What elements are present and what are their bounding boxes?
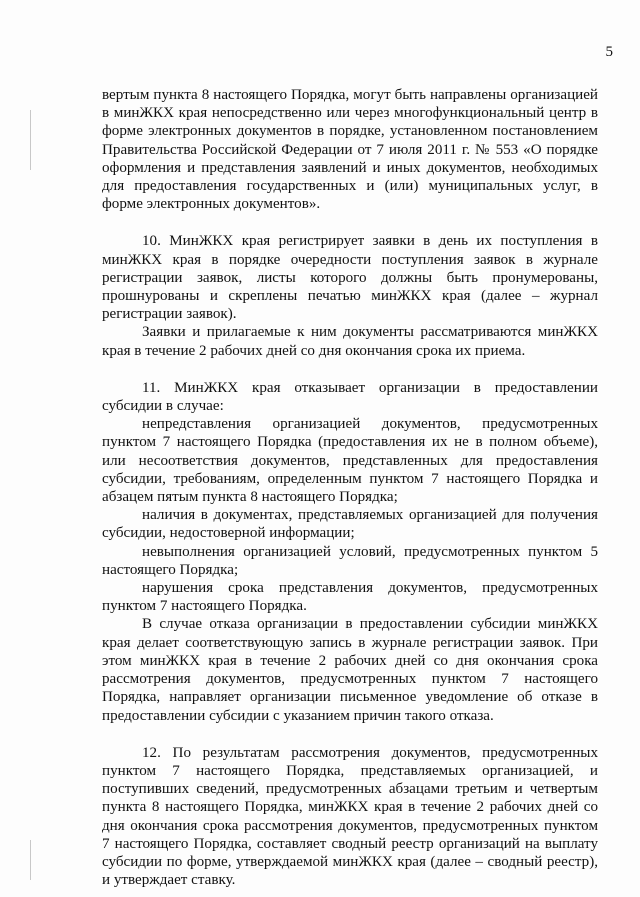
- scan-edge-mark: [30, 840, 31, 880]
- page-number: 5: [605, 44, 613, 60]
- paragraph-review-period: Заявки и прилагаемые к ним документы рассматриваются минЖКХ края в течение 2 рабочих дней со дня окончания срока их приема.: [102, 324, 598, 359]
- scan-edge-mark: [30, 110, 31, 170]
- paragraph-item-12: 12. По результатам рассмотрения документов, предусмотренных пунктом 7 настоящего Порядка, представляемых организацией, и поступивших сведений, предусмотренных абзацами третьим и четвертым пункта 8 настоящего Порядка, минЖКХ края в течение 2 рабочих дней со дня окончания срока рассмотрения документов, предусмотренных пунктом 7 настоящего Порядка, составляет сводный реестр организаций на выплату субсидии по форме, утверждаемой минЖКХ края (далее – сводный реестр), и утверждает ставку.: [102, 744, 598, 889]
- refusal-reason-2: наличия в документах, представляемых организацией для получения субсидии, недостоверной информации;: [102, 507, 598, 542]
- paragraph-item-10: 10. МинЖКХ края регистрирует заявки в день их поступления в минЖКХ края в порядке очередности поступления заявок в журнале регистрации заявок, листы которого должны быть пронумерованы, прошнурованы и скреплены печатью минЖКХ края (далее – журнал регистрации заявок).: [102, 233, 598, 323]
- refusal-reason-1: непредставления организацией документов, предусмотренных пунктом 7 настоящего Порядка (предоставления их не в полном объеме), или несоответствия документов, представленных для предоставления субсидии, требованиям, определенным пунктом 7 настоящего Порядка и абзацем пятым пункта 8 настоящего Порядка;: [102, 416, 598, 506]
- refusal-reason-3: невыполнения организацией условий, предусмотренных пунктом 5 настоящего Порядка;: [102, 543, 598, 578]
- paragraph-continuation: вертым пункта 8 настоящего Порядка, могут быть направлены организацией в минЖКХ края непосредственно или через многофункциональный центр в форме электронных документов в порядке, установленном постановлением Правительства Российской Федерации от 7 июля 2011 г. № 553 «О порядке оформления и представления заявлений и иных документов, необходимых для предоставления государственных и (или) муниципальных услуг, в форме электронных документов».: [102, 87, 598, 213]
- document-body: [102, 86, 598, 889]
- paragraph-refusal-procedure: В случае отказа организации в предоставлении субсидии минЖКХ края делает соответствующую запись в журнале регистрации заявок. При этом минЖКХ края в течение 2 рабочих дней со дня окончания срока рассмотрения документов, предусмотренных пунктом 7 настоящего Порядка, направляет организации письменное уведомление об отказе в предоставлении субсидии с указанием причин такого отказа.: [102, 616, 598, 724]
- refusal-reason-4: нарушения срока представления документов, предусмотренных пунктом 7 настоящего Порядка.: [102, 580, 598, 615]
- paragraph-item-11: 11. МинЖКХ края отказывает организации в предоставлении субсидии в случае:: [102, 379, 598, 415]
